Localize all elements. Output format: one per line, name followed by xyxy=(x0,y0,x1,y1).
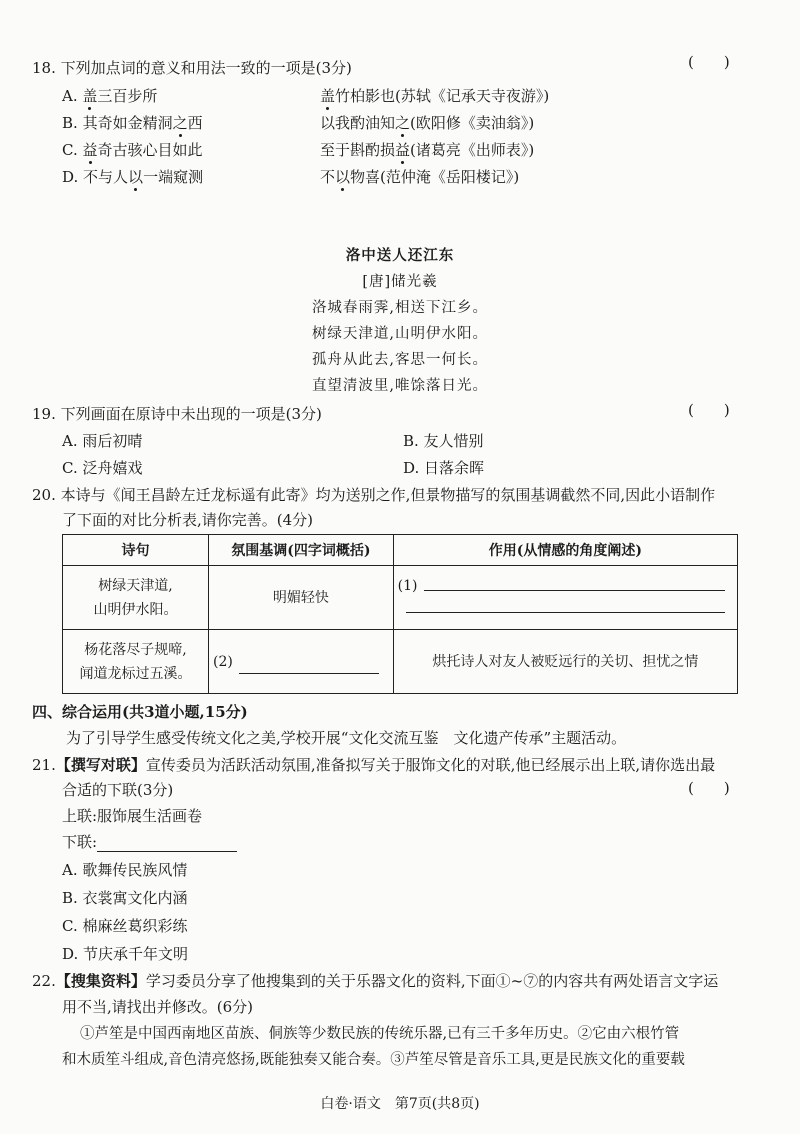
q18-option-d-ref: 不以物喜(范仲淹《岳阳楼记》) xyxy=(320,168,520,186)
q21-answer-paren[interactable]: ( ) xyxy=(688,779,730,797)
dotted-char: 盖 xyxy=(82,87,98,105)
page-footer: 白卷·语文 第7页(共8页) xyxy=(320,1096,480,1112)
q18-stem: 18. 下列加点词的意义和用法一致的一项是(3分) xyxy=(32,59,352,77)
poem-line-1: 洛城春雨霁,相送下江乡。 xyxy=(311,300,489,316)
dotted-char: 之 xyxy=(172,114,188,132)
table-row xyxy=(63,630,738,694)
q19-answer-paren[interactable]: ( ) xyxy=(688,401,730,419)
header-verse: 诗句 xyxy=(63,535,209,566)
row2-verse: 杨花落尽子规啼, 闻道龙标过五溪。 xyxy=(63,630,209,694)
q18-option-b-ref: 以我酌油知之(欧阳修《卖油翁》) xyxy=(320,114,535,132)
dotted-char: 益 xyxy=(395,141,411,159)
q19-option-d[interactable]: D. 日落余晖 xyxy=(403,459,485,477)
comparison-table xyxy=(62,534,738,694)
row1-mood: 明媚轻快 xyxy=(209,566,394,630)
q21-option-d[interactable]: D. 节庆承千年文明 xyxy=(62,945,189,963)
dotted-char: 以 xyxy=(128,168,144,186)
poem-line-2: 树绿天津道,山明伊水阳。 xyxy=(311,326,489,342)
dotted-char: 之 xyxy=(395,114,411,132)
q21-stem-line2: 合适的下联(3分) xyxy=(62,781,174,799)
q18-option-a-ref: 盖竹柏影也(苏轼《记承天寺夜游》) xyxy=(320,87,550,105)
section-4-intro: 为了引导学生感受传统文化之美,学校开展“文化交流互鉴 文化遗产传承”主题活动。 xyxy=(66,729,627,747)
q21-lower-couplet[interactable]: 下联: xyxy=(62,832,237,852)
q19-option-b[interactable]: B. 友人惜别 xyxy=(403,432,484,450)
section-4-title: 四、综合运用(共3道小题,15分) xyxy=(32,703,248,721)
row1-verse: 树绿天津道, 山明伊水阳。 xyxy=(63,566,209,630)
q18-option-c-ref: 至于斟酌损益(诸葛亮《出师表》) xyxy=(320,141,535,159)
table-header-row xyxy=(63,535,738,566)
row2-effect: 烘托诗人对友人被贬远行的关切、担忧之情 xyxy=(393,630,737,694)
dotted-char: 以 xyxy=(335,168,351,186)
q22-material-line2: 和木质笙斗组成,音色清亮悠扬,既能独奏又能合奏。③芦笙尽管是音乐工具,更是民族文化的重要载 xyxy=(62,1052,685,1068)
q21-option-c[interactable]: C. 棉麻丝葛织彩练 xyxy=(62,917,188,935)
row1-effect-answer[interactable]: (1) xyxy=(393,566,737,630)
q22-stem-line2: 用不当,请找出并修改。(6分) xyxy=(62,998,254,1016)
q18-option-d[interactable]: D. 不与人以一端窥测 xyxy=(62,168,204,186)
dotted-char: 盖 xyxy=(320,87,336,105)
q21-upper-couplet: 上联:服饰展生活画卷 xyxy=(62,807,203,825)
poem-line-3: 孤舟从此去,客思一何长。 xyxy=(311,352,489,368)
q20-stem-line1: 20. 本诗与《闻王昌龄左迁龙标遥有此寄》均为送别之作,但景物描写的氛围基调截然不同,因此小语制作 xyxy=(32,486,716,504)
header-effect: 作用(从情感的角度阐述) xyxy=(393,535,737,566)
q22-material-line1: ①芦笙是中国西南地区苗族、侗族等少数民族的传统乐器,已有三千多年历史。②它由六根竹管 xyxy=(80,1026,680,1042)
poem-title: 洛中送人还江东 xyxy=(345,247,455,264)
q21-option-b[interactable]: B. 衣裳寓文化内涵 xyxy=(62,889,188,907)
q21-stem-line1: 21.【撰写对联】宣传委员为活跃活动氛围,准备拟写关于服饰文化的对联,他已经展示出上联,请你选出最 xyxy=(32,756,716,774)
dotted-char: 益 xyxy=(82,141,98,159)
row2-mood-answer[interactable]: (2) xyxy=(209,630,394,694)
header-mood: 氛围基调(四字词概括) xyxy=(209,535,394,566)
table-row xyxy=(63,566,738,630)
q18-option-c[interactable]: C. 益奇古骇心目如此 xyxy=(62,141,203,159)
q19-stem: 19. 下列画面在原诗中未出现的一项是(3分) xyxy=(32,405,322,423)
q18-option-b[interactable]: B. 其奇如金精洞之西 xyxy=(62,114,203,132)
q19-option-c[interactable]: C. 泛舟嬉戏 xyxy=(62,459,143,477)
poem-line-4: 直望清波里,唯馀落日光。 xyxy=(311,378,489,394)
poem-author: [唐]储光羲 xyxy=(362,274,438,290)
q22-stem-line1: 22.【搜集资料】学习委员分享了他搜集到的关于乐器文化的资料,下面①~⑦的内容共有两处语言文字运 xyxy=(32,972,719,990)
q21-option-a[interactable]: A. 歌舞传民族风情 xyxy=(62,861,188,879)
q18-option-a[interactable]: A. 盖三百步所 xyxy=(62,87,158,105)
q20-stem-line2: 了下面的对比分析表,请你完善。(4分) xyxy=(62,511,314,529)
q19-option-a[interactable]: A. 雨后初晴 xyxy=(62,432,143,450)
q18-answer-paren[interactable]: ( ) xyxy=(688,53,730,71)
